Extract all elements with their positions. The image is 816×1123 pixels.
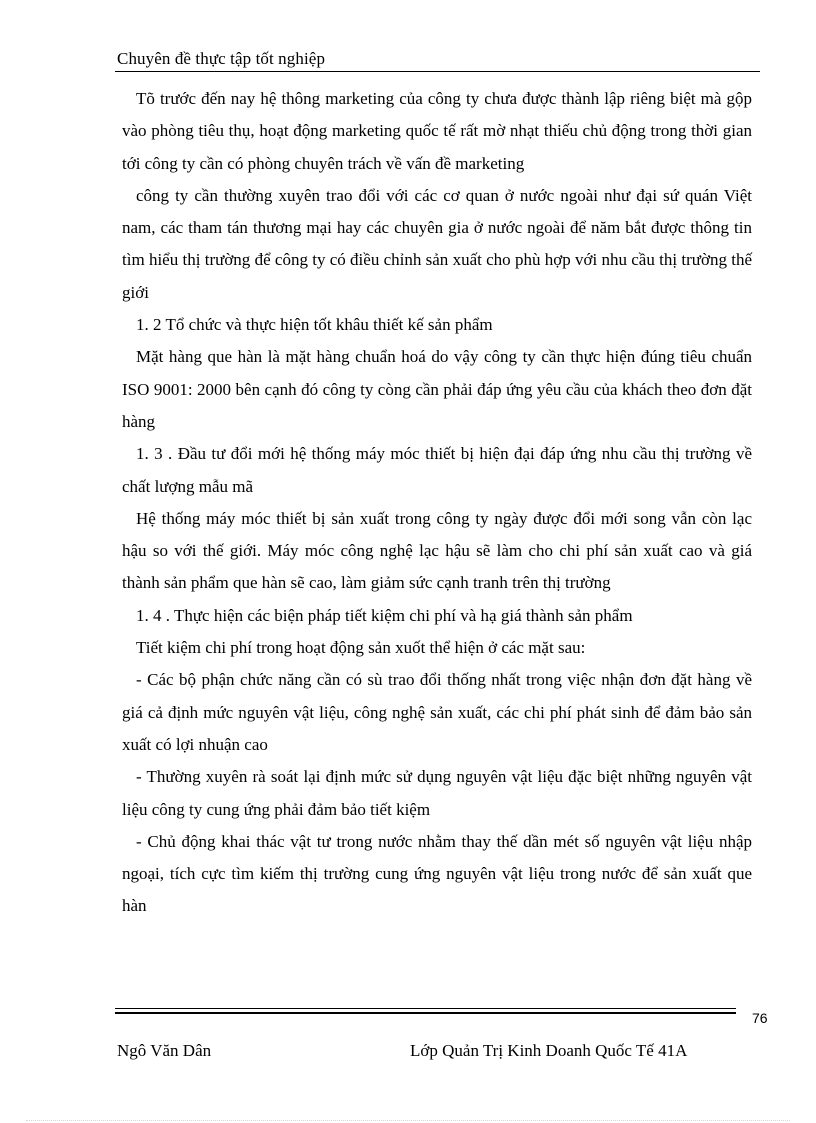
page-header-title: Chuyên đề thực tập tốt nghiệp [117, 49, 326, 68]
header-divider [115, 71, 760, 72]
paragraph-information-exchange: công ty cần thường xuyên trao đổi với các cơ quan ở nước ngoài như đại sứ quán Việt nam, các tham tán thương mại hay các chuyên gia ở nước ngoài để năm bắt được thông tin tìm hiểu thị trường để công ty có điều chỉnh sản xuất cho phù hợp với nhu cầu thị trường thế giới [122, 185, 752, 302]
section-heading-1-3: 1. 3 . Đầu tư đổi mới hệ thống máy móc thiết bị hiện đại đáp ứng nhu cầu thị trường về chất lượng mẫu mã [122, 444, 752, 496]
bullet-item-material-norms: - Thường xuyên rà soát lại định mức sử dụng nguyên vật liệu đặc biệt những nguyên vật liệu công ty cung ứng phải đảm bảo tiết kiệm [122, 767, 752, 819]
paragraph-equipment: Hệ thống máy móc thiết bị sản xuất trong công ty ngày được đổi mới song vẫn còn lạc hậu so với thế giới. Máy móc công nghệ lạc hậu sẽ làm cho chi phí sản xuất cao và giá thành sản phẩm que hàn sẽ cao, làm giảm sức cạnh tranh trên thị trường [122, 508, 752, 593]
paragraph-iso-standard: Mặt hàng que hàn là mặt hàng chuẩn hoá do vậy công ty cần thực hiện đúng tiêu chuẩn ISO 9001: 2000 bên cạnh đó công ty còng cần phải đáp ứng yêu cầu của khách theo đơn đặt hàng [122, 347, 752, 431]
section-heading-1-2: 1. 2 Tổ chức và thực hiện tốt khâu thiết kế sản phẩm [136, 315, 493, 335]
page-number: 76 [752, 1010, 768, 1026]
section-heading-1-4: 1. 4 . Thực hiện các biện pháp tiết kiệm chi phí và hạ giá thành sản phẩm [136, 605, 633, 625]
paragraph-marketing-intro: Tõ trước đến nay hệ thông marketing của công ty chưa được thành lập riêng biệt mà gộp vào phòng tiêu thụ, hoạt động marketing quốc tế rất mờ nhạt thiếu chủ động trong thời gian tới công ty cần có phòng chuyên trách về vấn đề marketing [122, 89, 752, 173]
footer-author: Ngô Văn Dân [117, 1041, 212, 1060]
footer-class-name: Lớp Quản Trị Kinh Doanh Quốc Tế 41A [410, 1041, 688, 1060]
footer-divider-thick [115, 1012, 736, 1014]
document-body [122, 83, 752, 923]
bullet-item-domestic-sourcing: - Chủ động khai thác vật tư trong nước nhằm thay thế dần mét số nguyên vật liệu nhập ngoại, tích cực tìm kiếm thị trường cung ứng nguyên vật liệu trong nước để sản xuất que hàn [122, 831, 752, 916]
paragraph-cost-saving-intro: Tiết kiệm chi phí trong hoạt động sản xuốt thể hiện ở các mặt sau: [136, 638, 586, 658]
bullet-item-coordination: - Các bộ phận chức năng cần có sù trao đổi thống nhất trong việc nhận đơn đặt hàng về giá cả định mức nguyên vật liệu, công nghệ sản xuất, các chi phí phát sinh để đảm bảo sản xuất có lợi nhuận cao [122, 670, 752, 754]
footer-divider-thin [115, 1008, 736, 1009]
page-bottom-border [26, 1120, 790, 1121]
